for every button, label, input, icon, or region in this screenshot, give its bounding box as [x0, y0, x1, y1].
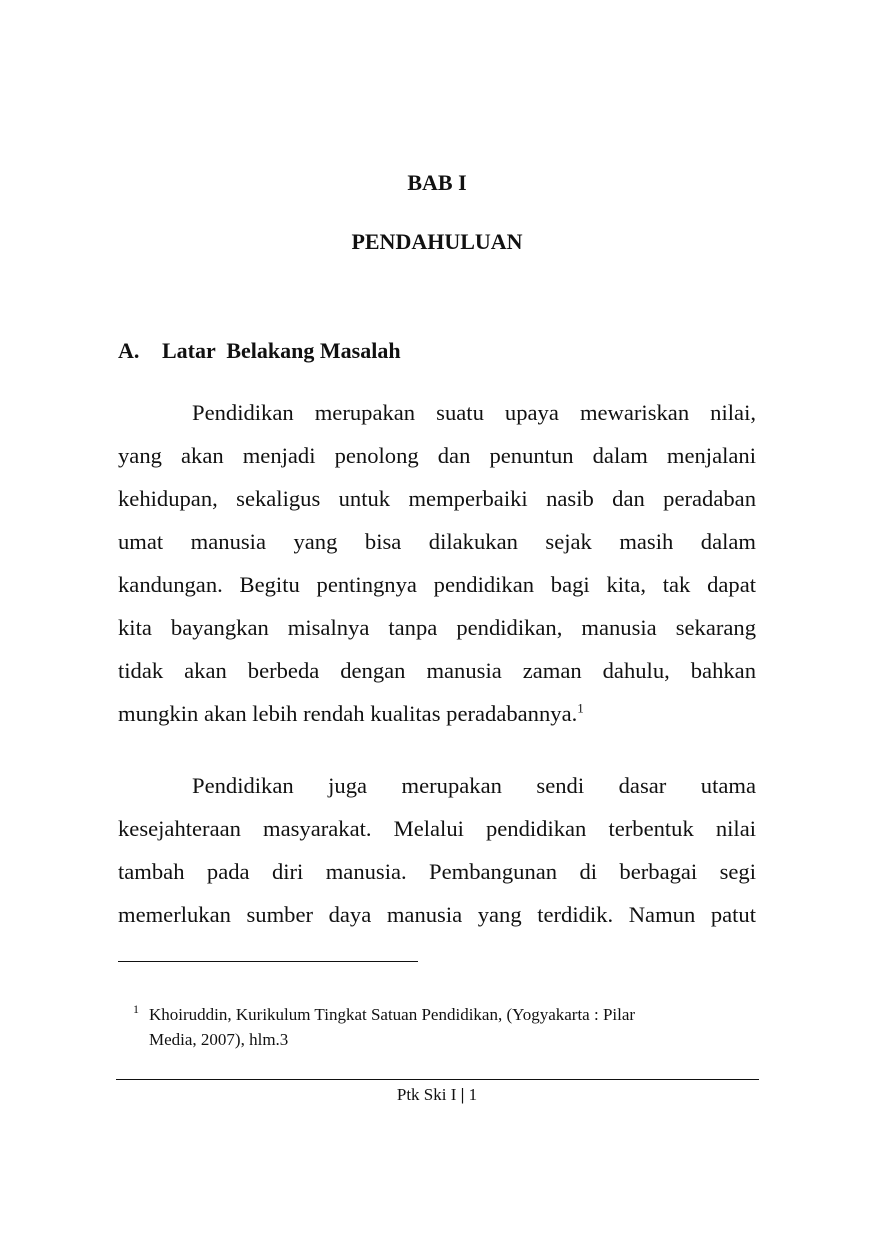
footer-separator: | [460, 1085, 465, 1104]
paragraph-line: yang akan menjadi penolong dan penuntun dalam menjalani [118, 443, 756, 468]
chapter-number: BAB I [407, 170, 467, 195]
footnote-separator [118, 961, 418, 962]
paragraph-line: memerlukan sumber daya manusia yang terdidik. Namun patut [118, 902, 756, 927]
section-title: Latar Belakang Masalah [162, 338, 401, 363]
footer-rule [116, 1079, 759, 1080]
chapter-title: PENDAHULUAN [351, 229, 523, 254]
section-letter: A. [118, 338, 140, 363]
page-number: 1 [468, 1085, 478, 1104]
paragraph-line: kita bayangkan misalnya tanpa pendidikan, manusia sekarang [118, 615, 756, 640]
footnote-reference[interactable]: 1 [577, 700, 584, 716]
footnote: 1 Khoiruddin, Kurikulum Tingkat Satuan Pendidikan, (Yogyakarta : Pilar Media, 2007), hlm.3 [133, 1002, 733, 1052]
section-heading [118, 336, 401, 366]
paragraph-2 [118, 764, 756, 936]
paragraph-line: tidak akan berbeda dengan manusia zaman dahulu, bahkan [118, 658, 756, 683]
paragraph-line: kehidupan, sekaligus untuk memperbaiki nasib dan peradaban [118, 486, 756, 511]
footer-label: Ptk Ski I [396, 1085, 457, 1104]
footnote-line-2: Media, 2007), hlm.3 [149, 1030, 289, 1049]
footnote-line-1: Khoiruddin, Kurikulum Tingkat Satuan Pendidikan, (Yogyakarta : Pilar [149, 1005, 636, 1024]
paragraph-line-text: mungkin akan lebih rendah kualitas peradabannya. [118, 701, 578, 726]
paragraph-1 [118, 391, 756, 735]
paragraph-line: umat manusia yang bisa dilakukan sejak masih dalam [118, 529, 756, 554]
paragraph-line: kandungan. Begitu pentingnya pendidikan bagi kita, tak dapat [118, 572, 756, 597]
paragraph-line: Pendidikan juga merupakan sendi dasar utama [192, 773, 756, 798]
paragraph-line: kesejahteraan masyarakat. Melalui pendidikan terbentuk nilai [118, 816, 756, 841]
paragraph-line: tambah pada diri manusia. Pembangunan di berbagai segi [118, 859, 756, 884]
page-footer [0, 1083, 874, 1107]
paragraph-line: Pendidikan merupakan suatu upaya mewariskan nilai, [192, 400, 756, 425]
paragraph-line-last [118, 692, 756, 735]
